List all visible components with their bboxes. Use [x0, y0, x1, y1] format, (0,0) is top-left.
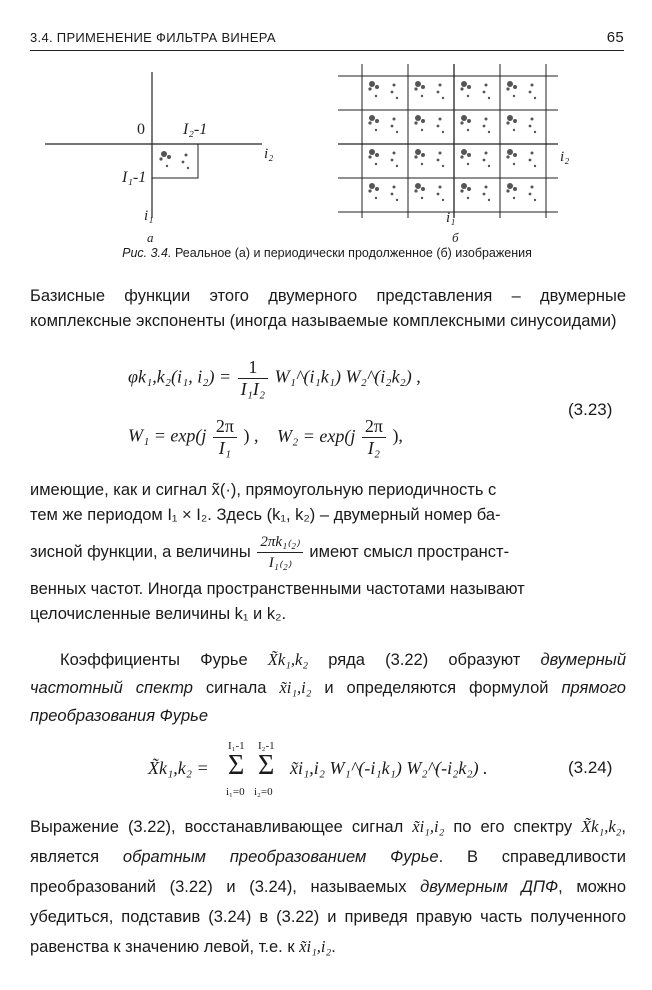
equation-number-3-23: (3.23)	[568, 400, 613, 419]
texture-dot	[534, 165, 536, 167]
eq323-w1-fraction	[213, 416, 237, 459]
texture-dot	[442, 199, 444, 201]
para3-t1: Коэффициенты Фурье	[60, 651, 248, 669]
texture-dot	[391, 125, 394, 128]
para2-frac-den: I₁₍₂₎	[268, 555, 292, 571]
eq323-w1-num: 2π	[213, 416, 237, 438]
eq323-frac-num: 1	[238, 357, 269, 379]
texture-dot	[529, 125, 532, 128]
equation-number-3-24: (3.24)	[568, 758, 613, 777]
right-grid	[338, 64, 558, 218]
texture-dot	[531, 118, 534, 121]
texture-dot	[415, 149, 421, 155]
texture-dot	[421, 85, 425, 89]
texture-dot	[467, 119, 471, 123]
para3-t2: ряда (3.22) образуют	[328, 651, 521, 669]
eq323-w1-den: I₁	[218, 438, 232, 458]
texture-dot	[485, 84, 488, 87]
para2-line-1: имеющие, как и сигнал x̃(·), прямоугольную периодичность с	[30, 481, 497, 499]
texture-dot	[439, 84, 442, 87]
left-origin-label: 0	[137, 121, 145, 138]
left-panel-label: а	[147, 230, 154, 245]
texture-dot	[467, 153, 471, 157]
texture-dot	[421, 95, 423, 97]
texture-dot	[529, 193, 532, 196]
texture-dot	[534, 199, 536, 201]
para3-t3: сигнала	[205, 679, 267, 697]
texture-dot	[485, 118, 488, 121]
para3-em2: прямого преобразования Фурье	[30, 679, 626, 725]
eq323-fraction	[238, 357, 269, 400]
texture-dot	[437, 159, 440, 162]
texture-dot	[507, 149, 513, 155]
texture-dot	[421, 197, 423, 199]
texture-dot	[513, 153, 517, 157]
left-i2-minus-label: I₂-1	[183, 121, 208, 138]
texture-dot	[483, 125, 486, 128]
texture-dot	[507, 81, 513, 87]
texture-dot	[393, 152, 396, 155]
para4-t3: , является	[30, 818, 627, 866]
para4-t6: .	[331, 938, 336, 956]
texture-dot	[488, 199, 490, 201]
texture-dot	[368, 87, 371, 90]
eq323-w1: W₁ = exp(j	[128, 425, 207, 446]
texture-dot	[375, 129, 377, 131]
equation-3-23-line-2	[128, 416, 403, 459]
texture-dot	[437, 125, 440, 128]
eq324-sum1-top: I₁-1	[228, 740, 245, 752]
texture-dot	[461, 183, 467, 189]
para4-em2: двумерным ДПФ	[420, 878, 559, 896]
texture-dot	[391, 193, 394, 196]
texture-dot	[513, 95, 515, 97]
para4-t5: , можно убедиться, подставив (3.24) в (3.22) и приведя правую часть полученного равенства к значению левой, т.е. к	[30, 878, 627, 956]
texture-dot	[507, 115, 513, 121]
texture-dot	[368, 155, 371, 158]
texture-dot	[396, 165, 398, 167]
paragraph-3	[30, 646, 626, 730]
texture-dot	[483, 193, 486, 196]
texture-dot	[506, 155, 509, 158]
texture-dot	[375, 119, 379, 123]
texture-dot	[368, 121, 371, 124]
texture-dot	[393, 84, 396, 87]
texture-dot	[461, 81, 467, 87]
para2-fraction	[257, 532, 302, 573]
right-panel-label: б	[452, 230, 459, 245]
texture-dot	[391, 91, 394, 94]
texture-dot	[421, 187, 425, 191]
para4-sym1: x̃i₁,i₂	[412, 817, 445, 836]
texture-dot	[437, 91, 440, 94]
texture-dot	[534, 97, 536, 99]
texture-dot	[414, 87, 417, 90]
texture-dot	[513, 85, 517, 89]
texture-dot	[439, 186, 442, 189]
eq324-sum2-top: I₂-1	[258, 740, 275, 752]
texture-dot	[421, 163, 423, 165]
running-header	[30, 24, 624, 51]
texture-dot	[414, 189, 417, 192]
page-number: 65	[606, 28, 624, 46]
texture-dot	[467, 197, 469, 199]
texture-dot	[393, 118, 396, 121]
paragraph-1: Базисные функции этого двумерного представления – двумерные комплексные экспоненты (иногда называемые комплексными синусоидами)	[30, 287, 626, 330]
texture-dot	[483, 159, 486, 162]
texture-dot	[421, 153, 425, 157]
eq323-w1-close: ) ,	[243, 425, 259, 446]
texture-dot	[506, 87, 509, 90]
texture-dot	[529, 91, 532, 94]
texture-dot	[531, 152, 534, 155]
texture-dot	[513, 163, 515, 165]
para2-line-5: целочисленные величины k₁ и k₂.	[30, 605, 287, 623]
texture-dot	[375, 197, 377, 199]
texture-dot	[460, 121, 463, 124]
texture-dot	[506, 121, 509, 124]
eq324-sigma-1: Σ	[228, 750, 245, 781]
eq323-lhs: φk₁,k₂(i₁, i₂) =	[128, 366, 232, 387]
para4-em1: обратным преобразованием Фурье	[122, 848, 439, 866]
texture-dot	[375, 153, 379, 157]
texture-dot	[369, 149, 375, 155]
texture-dot	[415, 115, 421, 121]
texture-dot	[415, 81, 421, 87]
texture-dot	[488, 131, 490, 133]
eq324-lhs: X̃k₁,k₂ =	[148, 758, 209, 778]
para3-sym1: X̃k₁,k₂	[267, 650, 309, 669]
texture-dot	[369, 183, 375, 189]
texture-dot	[483, 91, 486, 94]
texture-dot	[461, 115, 467, 121]
texture-dot	[534, 131, 536, 133]
paragraph-2	[30, 478, 626, 627]
para2-line-4: венных частот. Иногда пространственными частотами называют	[30, 580, 525, 598]
figure-3-4	[30, 58, 630, 258]
texture-dot	[396, 97, 398, 99]
texture-dot	[461, 149, 467, 155]
texture-dot	[369, 81, 375, 87]
eq323-w2-close: ),	[392, 425, 403, 446]
texture-dot	[467, 129, 469, 131]
right-axis-i1-label: i₁	[446, 210, 456, 226]
eq323-w2-den: I₂	[367, 438, 381, 458]
texture-dot	[460, 87, 463, 90]
texture-dot	[507, 183, 513, 189]
texture-dot	[488, 165, 490, 167]
texture-dot	[442, 165, 444, 167]
para4-t1: Выражение (3.22), восстанавливающее сигнал	[30, 818, 404, 836]
texture-dot	[531, 186, 534, 189]
texture-dot	[414, 155, 417, 158]
para2-frac-num: 2πk₁₍₂₎	[257, 532, 302, 553]
paragraph-4	[30, 812, 626, 962]
left-i1-minus-label: I₁-1	[122, 169, 147, 186]
texture-dot	[375, 187, 379, 191]
eq323-rhs: W₁^(i₁k₁) W₂^(i₂k₂) ,	[274, 366, 421, 387]
texture-dot	[439, 118, 442, 121]
para2-line-3a: зисной функции, а величины	[30, 542, 251, 561]
para4-t4: . В справедливости преобразований (3.22) и (3.24), называемых	[30, 848, 626, 896]
para3-sym2: x̃i₁,i₂	[279, 678, 312, 697]
texture-dot	[421, 119, 425, 123]
texture-dot	[513, 129, 515, 131]
eq323-w2-num: 2π	[362, 416, 386, 438]
right-texture	[368, 81, 536, 201]
texture-dot	[375, 163, 377, 165]
caption-prefix: Рис. 3.4.	[122, 246, 172, 260]
para4-t2: по его спектру	[453, 818, 573, 836]
texture-dot	[467, 95, 469, 97]
para2-line-2: тем же периодом I₁ × I₂. Здесь (k₁, k₂) – двумерный номер ба-	[30, 506, 501, 524]
texture-dot	[467, 163, 469, 165]
texture-dot	[368, 189, 371, 192]
para2-line-3b: имеют смысл пространст-	[309, 542, 510, 561]
texture-dot	[460, 189, 463, 192]
equation-3-23-line-1	[128, 357, 421, 400]
texture-dot	[531, 84, 534, 87]
right-axis-i2-label: i₂	[560, 149, 570, 165]
para4-sym2: X̃k₁,k₂	[581, 817, 622, 836]
texture-dot	[375, 85, 379, 89]
left-image-texture	[159, 151, 189, 169]
para3-em1: двумерный частотный спектр	[30, 651, 626, 697]
texture-dot	[437, 193, 440, 196]
texture-dot	[369, 115, 375, 121]
texture-dot	[393, 186, 396, 189]
texture-dot	[513, 197, 515, 199]
eq323-w2-fraction	[362, 416, 386, 459]
texture-dot	[442, 131, 444, 133]
texture-dot	[467, 187, 471, 191]
texture-dot	[513, 187, 517, 191]
texture-dot	[414, 121, 417, 124]
texture-dot	[421, 129, 423, 131]
texture-dot	[415, 183, 421, 189]
eq324-sigma-2: Σ	[258, 750, 275, 781]
texture-dot	[506, 189, 509, 192]
eq324-sum2-bot: i₂=0	[254, 786, 273, 798]
section-title: 3.4. ПРИМЕНЕНИЕ ФИЛЬТРА ВИНЕРА	[30, 29, 276, 45]
eq323-w2: W₂ = exp(j	[276, 425, 356, 446]
texture-dot	[396, 131, 398, 133]
texture-dot	[485, 186, 488, 189]
texture-dot	[467, 85, 471, 89]
texture-dot	[529, 159, 532, 162]
para2-line-3	[30, 532, 626, 573]
eq323-frac-den: I₁I₂	[240, 379, 266, 399]
texture-dot	[488, 97, 490, 99]
texture-dot	[391, 159, 394, 162]
left-axis-i1-label: i₁	[144, 208, 154, 224]
caption-text: Реальное (а) и периодически продолженное (б) изображения	[174, 246, 532, 260]
texture-dot	[375, 95, 377, 97]
eq324-sum1-bot: i₁=0	[226, 786, 245, 798]
texture-dot	[439, 152, 442, 155]
texture-dot	[396, 199, 398, 201]
texture-dot	[460, 155, 463, 158]
texture-dot	[513, 119, 517, 123]
figure-caption	[30, 246, 624, 260]
para4-sym3: x̃i₁,i₂	[299, 937, 332, 956]
para3-t4: и определяются формулой	[324, 679, 549, 697]
texture-dot	[485, 152, 488, 155]
left-image-rect	[152, 144, 198, 178]
left-axis-i2-label: i₂	[264, 146, 274, 162]
eq324-body: x̃i₁,i₂ W₁^(-i₁k₁) W₂^(-i₂k₂) .	[290, 758, 488, 778]
texture-dot	[442, 97, 444, 99]
equation-3-24	[148, 740, 488, 802]
